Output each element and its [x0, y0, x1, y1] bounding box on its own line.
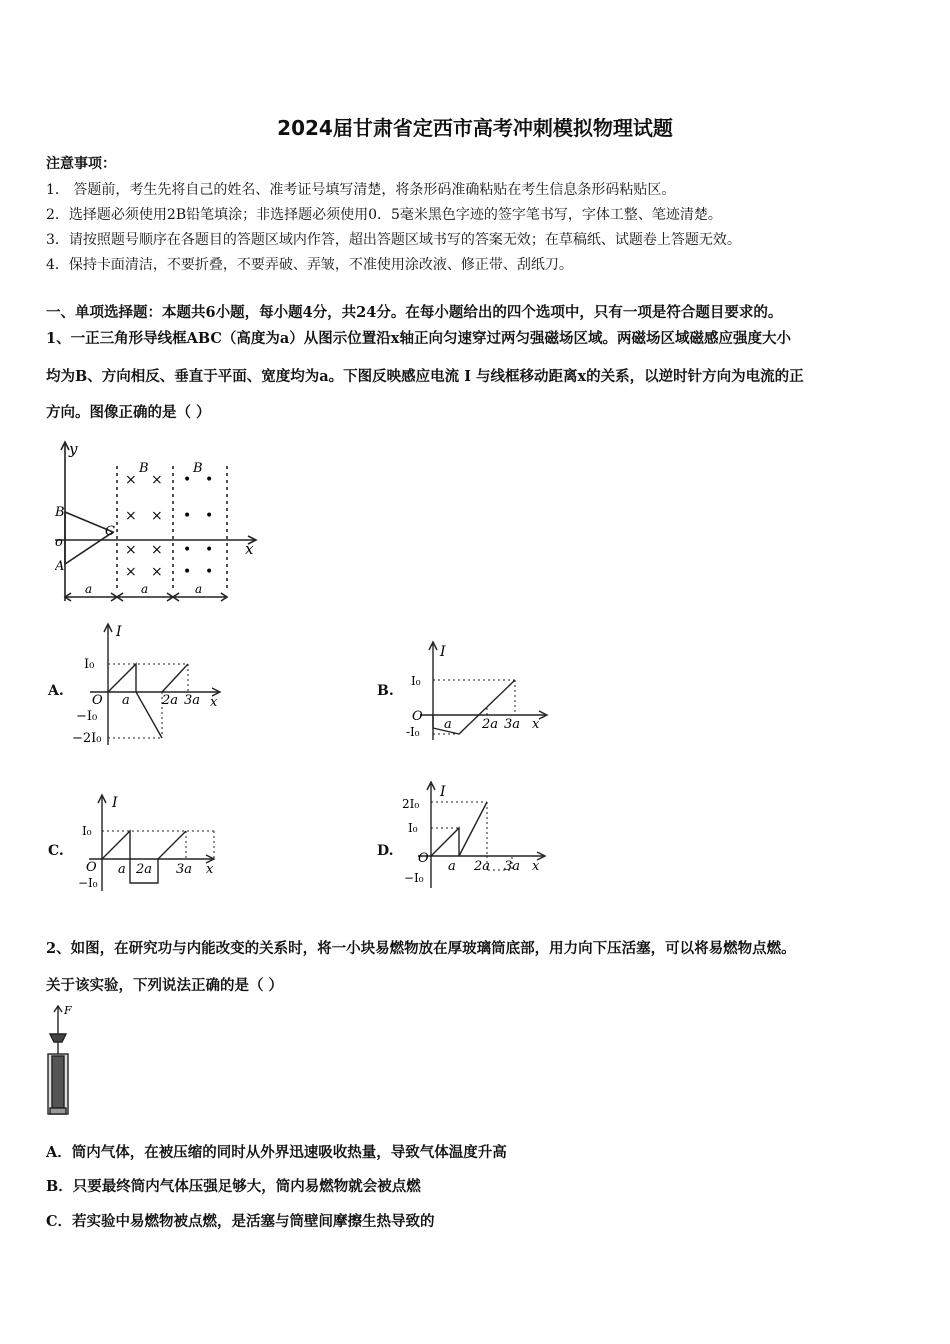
notice-item: 2．选择题必须使用2B铅笔填涂；非选择题必须使用0．5毫米黑色字迹的签字笔书写，字体工整、笔迹清楚。 — [46, 207, 722, 223]
x-tick: 2a — [482, 717, 499, 732]
svg-text:•: • — [183, 542, 192, 558]
origin-label: O — [86, 860, 97, 875]
question-2-option-c[interactable]: C．若实验中易燃物被点燃，是活塞与筒壁间摩擦生热导致的 — [46, 1213, 435, 1230]
svg-text:•: • — [205, 542, 214, 558]
field-label-left: B — [139, 461, 149, 476]
x-tick: a — [444, 717, 452, 732]
svg-text:×: × — [151, 564, 163, 580]
x-tick: 2a — [136, 862, 153, 877]
section-heading: 一、单项选择题：本题共6小题，每小题4分，共24分。在每小题给出的四个选项中，只有一项是符合题目要求的。 — [46, 304, 783, 321]
svg-text:•: • — [205, 508, 214, 524]
option-c-label[interactable]: C. — [48, 843, 64, 859]
x-axis-label: x — [532, 717, 540, 732]
page-title: 2024届甘肃省定西市高考冲刺模拟物理试题 — [277, 116, 673, 140]
y-tick: I₀ — [84, 657, 95, 672]
y-tick: −I₀ — [404, 871, 424, 885]
x-axis-label: x — [210, 695, 218, 710]
origin-label: O — [92, 693, 103, 708]
question-2-line: 关于该实验，下列说法正确的是（ ） — [46, 977, 284, 994]
notice-heading: 注意事项： — [46, 156, 116, 172]
notice-item: 1． 答题前，考生先将自己的姓名、准考证号填写清楚，将条形码准确粘贴在考生信息条形码粘贴区。 — [46, 182, 676, 198]
svg-text:×: × — [151, 472, 163, 488]
x-tick: 2a — [474, 859, 491, 874]
field-right-dots — [183, 472, 213, 580]
width-label: a — [195, 582, 203, 596]
question-2-line: 2、如图，在研究功与内能改变的关系时，将一小块易燃物放在厚玻璃筒底部，用力向下压活塞，可以将易燃物点燃。 — [46, 940, 796, 957]
field-label-right: B — [193, 461, 203, 476]
question-2-option-a[interactable]: A．筒内气体，在被压缩的同时从外界迅速吸收热量，导致气体温度升高 — [46, 1144, 507, 1161]
question-2-option-b[interactable]: B．只要最终筒内气体压强足够大，筒内易燃物就会被点燃 — [46, 1178, 421, 1195]
option-a-graph[interactable] — [70, 620, 230, 750]
vertex-label-a: A — [55, 559, 65, 574]
x-tick: a — [448, 859, 456, 874]
svg-text:•: • — [183, 472, 192, 488]
option-c-graph[interactable] — [74, 793, 234, 893]
svg-text:•: • — [205, 472, 214, 488]
option-d-graph[interactable] — [398, 780, 558, 892]
svg-text:•: • — [183, 564, 192, 580]
origin-label: o — [55, 535, 63, 550]
notice-item: 4．保持卡面清洁，不要折叠，不要弄破、弄皱，不准使用涂改液、修正带、刮纸刀。 — [46, 257, 573, 273]
vertex-label-c: C — [105, 524, 115, 539]
q1-setup-figure — [55, 436, 265, 606]
y-axis-label: I — [440, 644, 446, 660]
option-d-label[interactable]: D. — [377, 843, 394, 859]
x-tick: 3a — [504, 717, 521, 732]
y-axis-label: I — [116, 624, 122, 640]
option-b-graph[interactable] — [400, 640, 560, 750]
width-label: a — [85, 582, 93, 596]
y-tick: I₀ — [411, 674, 421, 688]
svg-text:•: • — [205, 564, 214, 580]
svg-text:×: × — [125, 508, 137, 524]
x-axis-label: x — [532, 859, 540, 874]
y-axis-label: I — [440, 784, 446, 800]
notice-item: 3．请按照题号顺序在各题目的答题区域内作答，超出答题区域书写的答案无效；在草稿纸、试题卷上答题无效。 — [46, 232, 741, 248]
x-tick: 2a — [162, 693, 179, 708]
svg-text:×: × — [151, 542, 163, 558]
x-tick: a — [118, 862, 126, 877]
y-tick: 2I₀ — [402, 797, 420, 811]
y-tick: I₀ — [408, 821, 418, 835]
svg-text:×: × — [125, 472, 137, 488]
question-1-line: 方向。图像正确的是（ ） — [46, 404, 211, 421]
y-tick: −2I₀ — [72, 731, 102, 746]
svg-text:×: × — [151, 508, 163, 524]
field-left-crosses — [125, 472, 163, 580]
origin-label: O — [412, 709, 423, 724]
origin-label: O — [418, 851, 429, 866]
force-label: F — [64, 1004, 72, 1017]
y-tick: −I₀ — [78, 876, 98, 890]
x-tick: 3a — [184, 693, 201, 708]
x-tick: 3a — [504, 859, 521, 874]
width-label: a — [141, 582, 149, 596]
y-axis-label: y — [69, 440, 78, 458]
y-tick: -I₀ — [406, 725, 420, 739]
question-1-line: 均为B、方向相反、垂直于平面、宽度均为a。下图反映感应电流 I 与线框移动距离x的关系，以逆时针方向为电流的正 — [46, 368, 804, 385]
x-tick: a — [122, 693, 130, 708]
vertex-label-b: B — [55, 505, 65, 520]
y-tick: I₀ — [82, 824, 92, 838]
x-axis-label: x — [245, 540, 254, 558]
svg-text:×: × — [125, 542, 137, 558]
q2-cylinder-figure — [42, 1004, 82, 1119]
y-tick: −I₀ — [76, 709, 98, 724]
x-tick: 3a — [176, 862, 193, 877]
option-b-label[interactable]: B. — [377, 683, 394, 699]
x-axis-label: x — [206, 862, 214, 877]
question-1-line: 1、一正三角形导线框ABC（高度为a）从图示位置沿x轴正向匀速穿过两匀强磁场区域。两磁场区域磁感应强度大小 — [46, 330, 791, 347]
svg-text:•: • — [183, 508, 192, 524]
svg-text:×: × — [125, 564, 137, 580]
option-a-label[interactable]: A. — [48, 683, 64, 699]
y-axis-label: I — [112, 795, 118, 811]
